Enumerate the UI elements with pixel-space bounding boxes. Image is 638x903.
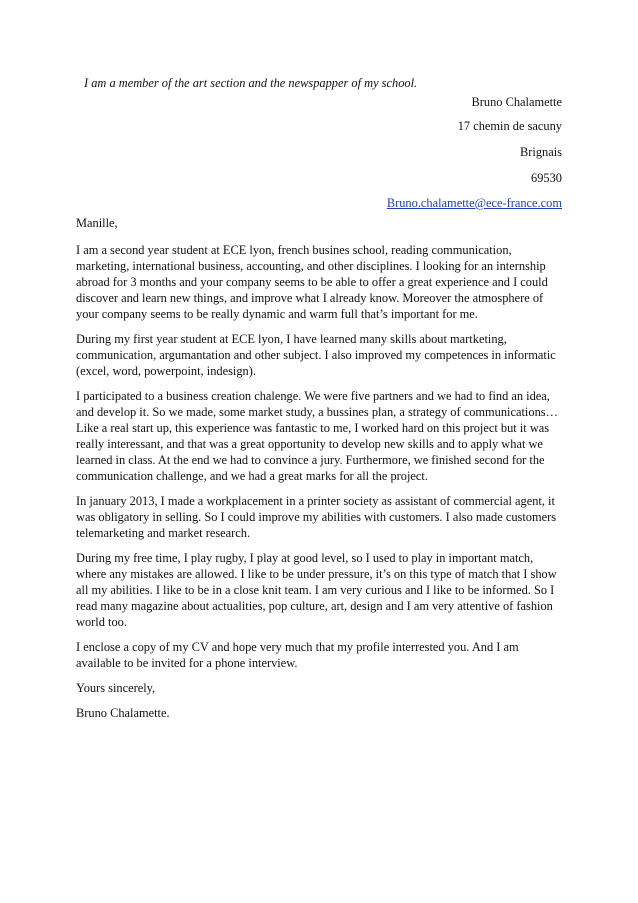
salutation: Manille,	[76, 216, 118, 230]
paragraph-introduction: I am a second year student at ECE lyon, french busines school, reading communication, marketing, international business, accounting, and other disciplines. I looking for an internship abroad for 3 months and your company seems to be able to offer a great experience and I could discover and learn new things, and improve what I already know. Moreover the atmosphere of your company seems to be really dynamic and warm full that’s important for me.	[76, 243, 548, 321]
paragraph-free-time: During my free time, I play rugby, I play at good level, so I used to play in important match, where any mistakes are allowed. I like to be under pressure, it’s on this type of match that I show all my abilities. I like to be in a close knit team. I am very curious and I like to be informed. So I read many magazine about actualities, pop culture, art, design and I am very attentive of fashion world too.	[76, 551, 557, 629]
paragraph-business-challenge: I participated to a business creation chalenge. We were five partners and we had to find an idea, and develop it. So we made, some market study, a bussines plan, a strategy of communications… Like a real start up, this experience was fantastic to me, I worked hard on this project but it was really interessant, and that was a great opportunity to develop new skills and to apply what we learned in class. At the end we had to convince a jury. Furthermore, we finished second for the communication challenge, and we had a great marks for all the project.	[76, 389, 558, 483]
paragraph-cv-enclosed: I enclose a copy of my CV and hope very much that my profile interrested you. And I am available to be invited for a phone interview.	[76, 640, 519, 670]
paragraph-skills: During my first year student at ECE lyon, I have learned many skills about martketing, communication, argumantation and other subject. I also improved my competences in informatic (excel, word, powerpoint, indesign).	[76, 332, 556, 378]
paragraph-workplacement: In january 2013, I made a workplacement in a printer society as assistant of commercial agent, it was obligatory in selling. So I could improve my abilities with customers. I also made customers telemarketing and market research.	[76, 494, 557, 540]
closing: Yours sincerely,	[76, 681, 156, 695]
letter-body	[76, 215, 566, 730]
sender-street: 17 chemin de sacuny	[457, 119, 562, 133]
sender-name: Bruno Chalamette	[471, 95, 562, 109]
signature: Bruno Chalamette.	[76, 706, 170, 720]
sender-postal-code: 69530	[531, 171, 562, 185]
intro-line: I am a member of the art section and the newspapper of my school.	[84, 76, 418, 90]
sender-city: Brignais	[520, 145, 562, 159]
sender-email-link[interactable]: Bruno.chalamette@ece-france.com	[386, 196, 562, 210]
